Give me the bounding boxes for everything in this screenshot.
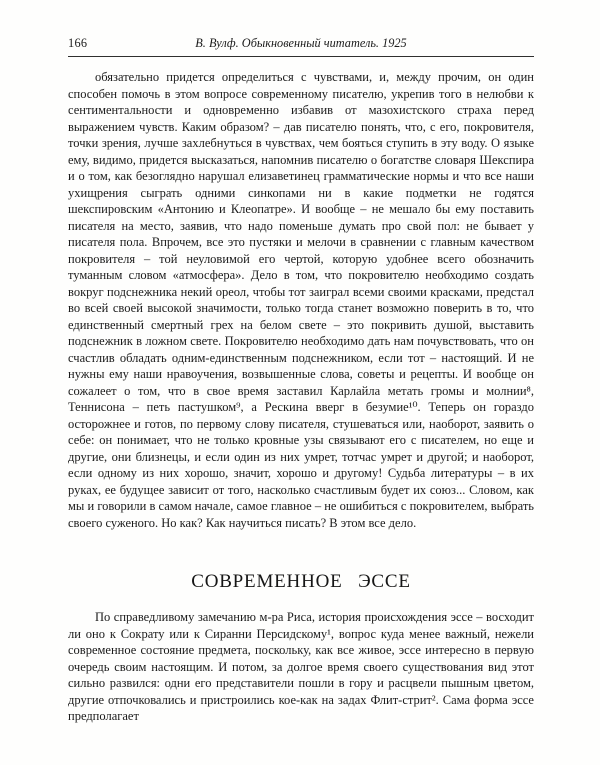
text-block [68, 69, 534, 725]
page-header [68, 36, 534, 54]
running-title: В. Вулф. Обыкновенный читатель. 1925 [195, 36, 407, 50]
paragraph-patron-and-crocus: обязательно придется определиться с чувствами, и, между прочим, он один способен помочь в этом вопросе современному писателю, укрепив того в нелюбви к сентиментальности и одновременно избавив от мазохистского страха перед выражением чувств. Каким образом? – дав писателю понять, что, с его, покровителя, точки зрения, лучше захлебнуться в чувствах, чем бояться ступить в эту воду. О языке ему, видимо, придется высказаться, напомнив писателю о богатстве словаря Шекспира и о том, как безоглядно нарушал елизаветинец грамматические нормы и что все наши ухищрения сыграть одними синкопами ни в какие подметки не годятся шекспировским «Антонию и Клеопатре». И вообще – не мешало бы ему поставить писателя на место, заявив, что надо поменьше думать про свой пол: не бывает у писателя пола. Впрочем, все это пустяки и мелочи в сравнении с главным качеством покровителя – той неуловимой его чертой, которую удобнее всего обозначить туманным словом «атмосфера». Дело в том, что покровителю необходимо создать вокруг подснежника некий ореол, чтобы тот заиграл всеми своими красками, предстал во всей своей высокой значимости, только тогда станет возможно поверить в то, что единственный смертный грех на белом свете – это покривить душой, выставить подснежник в ложном свете. Покровителю необходимо дать нам почувствовать, что он счастлив обладать одним-единственным подснежником, если тот – настоящий. И не нужны ему наши нравоучения, возвышенные слова, советы и рецепты. И вообще он сожалеет о том, что в свое время заставил Карлайла метать громы и молнии⁸, Теннисона – петь пастушком⁹, а Рескина вверг в безумие¹⁰. Теперь он гораздо осторожнее и готов, по первому слову писателя, стушеваться или, наоборот, заявить о себе: он понимает, что не только кровные узы связывают его с писателем, но еще и другие, они близнецы, и если один из них умрет, тотчас умрет и другой; и наоборот, если одному из них хорошо, значит, хорошо и другому! Судьба литературы – в их руках, ее будущее зависит от того, насколько счастливым будет их союз... Словом, как мы и говорили в самом начале, самое главное – не ошибиться с покровителем, выбрать своего суженого. Но как? Как научиться писать? В этом все дело. [68, 70, 534, 530]
header-rule [68, 56, 534, 57]
page-number: 166 [68, 36, 88, 50]
paragraph-modern-essay-intro: По справедливому замечанию м-ра Риса, история происхождения эссе – восходит ли оно к Сократу или к Сиранни Персидскому¹, вопрос куда менее важный, нежели современное состояние предмета, поскольку, как все живое, эссе интересно в первую очередь своим настоящим. И потом, за долгое время своего существования вид этот сильно развился: одни его представители пошли в гору и расцвели пышным цветом, другие отпочковались и пристроились кое-как на задах Флит-стрит². Сама форма эссе предполагает [68, 610, 534, 723]
section-heading-modern-essay: СОВРЕМЕННОЕ ЭССЕ [191, 571, 411, 592]
